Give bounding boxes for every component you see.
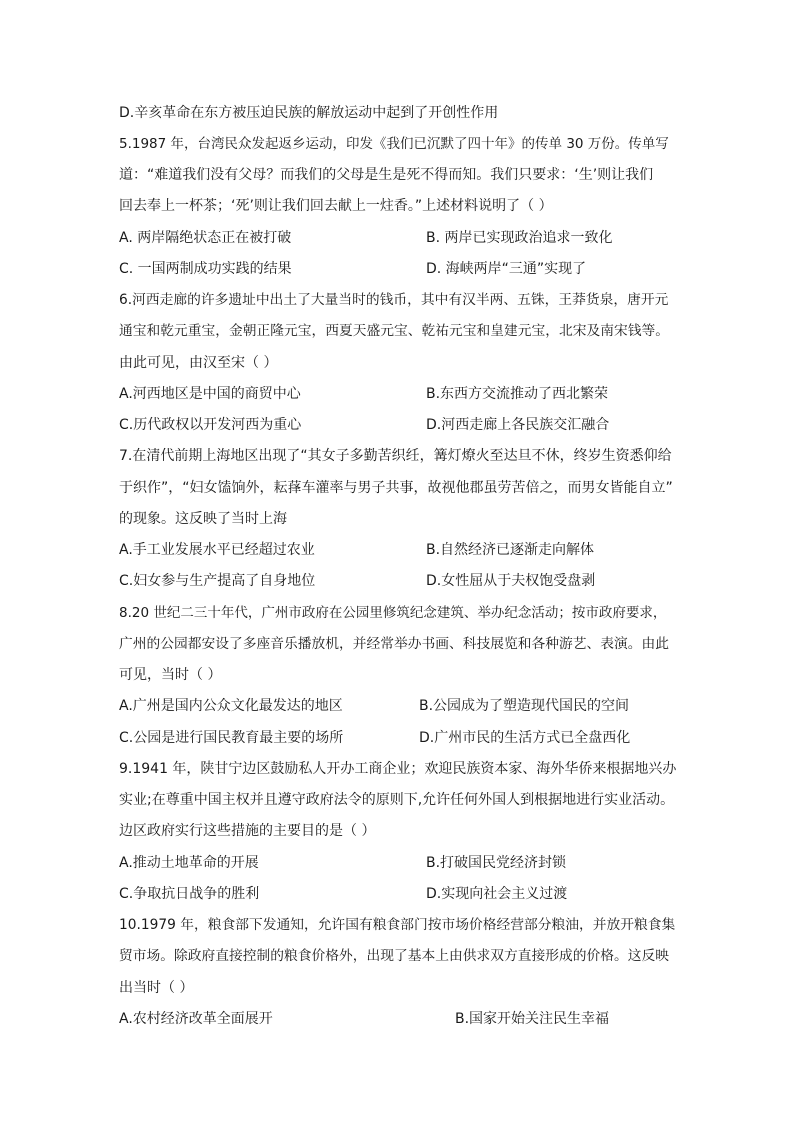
q6-stem-line-3: 由此可见，由汉至宋（ ） [119,355,278,371]
q8-option-b: B.公园成为了塑造现代国民的空间 [419,698,630,714]
q5-stem-line-1: 5.1987 年，台湾民众发起返乡运动，印发《我们已沉默了四十年》的传单 30 万份。传单写 [119,136,669,152]
q9-option-d: D.实现向社会主义过渡 [426,886,568,902]
q8-option-c: C.公园是进行国民教育最主要的场所 [119,730,344,746]
q9-stem-line-1: 9.1941 年，陕甘宁边区鼓励私人开办工商企业；欢迎民族资本家、海外华侨来根据地兴办 [119,761,677,777]
q8-stem-line-2: 广州的公园都安设了多座音乐播放机，并经常举办书画、科技展览和各种游艺、表演。由此 [119,636,670,652]
q6-stem-line-2: 通宝和乾元重宝，金朝正隆元宝，西夏天盛元宝、乾祐元宝和皇建元宝，北宋及南宋钱等。 [119,323,670,339]
q6-option-c: C.历代政权以开发河西为重心 [119,417,302,433]
q6-stem-line-1: 6.河西走廊的许多遗址中出土了大量当时的钱币，其中有汉半两、五铢，王莽货泉，唐开元 [119,292,669,308]
q9-option-b: B.打破国民党经济封锁 [426,855,567,871]
q9-option-a: A.推动土地革命的开展 [119,855,259,871]
q5-option-c: C. 一国两制成功实践的结果 [119,261,292,277]
q10-option-a: A.农村经济改革全面展开 [119,1011,273,1027]
q8-option-a: A.广州是国内公众文化最发达的地区 [119,698,343,714]
q6-option-d: D.河西走廊上各民族交汇融合 [426,417,610,433]
q8-stem-line-3: 可见，当时（ ） [119,667,222,683]
q10-stem-line-3: 出当时（ ） [119,980,194,996]
q6-option-a: A.河西地区是中国的商贸中心 [119,386,301,402]
q7-stem-line-3: 的现象。这反映了当时上海 [119,511,287,527]
q5-stem-line-2: 道：“难道我们没有父母？而我们的父母是生是死不得而知。我们只要求：‘生’则让我们 [119,167,654,183]
q4-option-d: D.辛亥革命在东方被压迫民族的解放运动中起到了开创性作用 [119,105,499,121]
q5-option-d: D. 海峡两岸“三通”实现了 [426,261,587,277]
q7-option-d: D.女性屈从于夫权饱受盘剥 [426,573,596,589]
q8-option-d: D.广州市民的生活方式已全盘西化 [419,730,631,746]
q10-stem-line-2: 贸市场。除政府直接控制的粮食价格外，出现了基本上由供求双方直接形成的价格。这反映 [119,948,670,964]
q10-stem-line-1: 10.1979 年，粮食部下发通知，允许国有粮食部门按市场价格经营部分粮油，并放开粮食集 [119,917,676,933]
q5-option-b: B. 两岸已实现政治追求一致化 [426,230,613,246]
q9-option-c: C.争取抗日战争的胜利 [119,886,260,902]
q9-stem-line-2: 实业;在尊重中国主权并且遵守政府法令的原则下,允许任何外国人到根据地进行实业活动。 [119,792,675,808]
q8-stem-line-1: 8.20 世纪二三十年代，广州市政府在公园里修筑纪念建筑、举办纪念活动；按市政府要求， [119,605,667,621]
q7-stem-line-2: 于织作”，“妇女馌饷外，耘萚车灌率与男子共事，故视他郡虽劳苦倍之，而男女皆能自立” [119,480,673,496]
q6-option-b: B.东西方交流推动了西北繁荣 [426,386,609,402]
q7-stem-line-1: 7.在清代前期上海地区出现了“其女子多勤苦织纴，篝灯燎火至达旦不休，终岁生资悉仰给 [119,448,672,464]
q7-option-b: B.自然经济已逐渐走向解体 [426,542,595,558]
q5-stem-line-3: 回去奉上一杯茶；‘死’则让我们回去献上一炷香。”上述材料说明了（ ） [119,198,553,214]
q10-option-b: B.国家开始关注民生幸福 [455,1011,610,1027]
q7-option-a: A.手工业发展水平已经超过农业 [119,542,315,558]
q7-option-c: C.妇女参与生产提高了自身地位 [119,573,316,589]
q5-option-a: A. 两岸隔绝状态正在被打破 [119,230,292,246]
q9-stem-line-3: 边区政府实行这些措施的主要目的是（ ） [119,823,376,839]
